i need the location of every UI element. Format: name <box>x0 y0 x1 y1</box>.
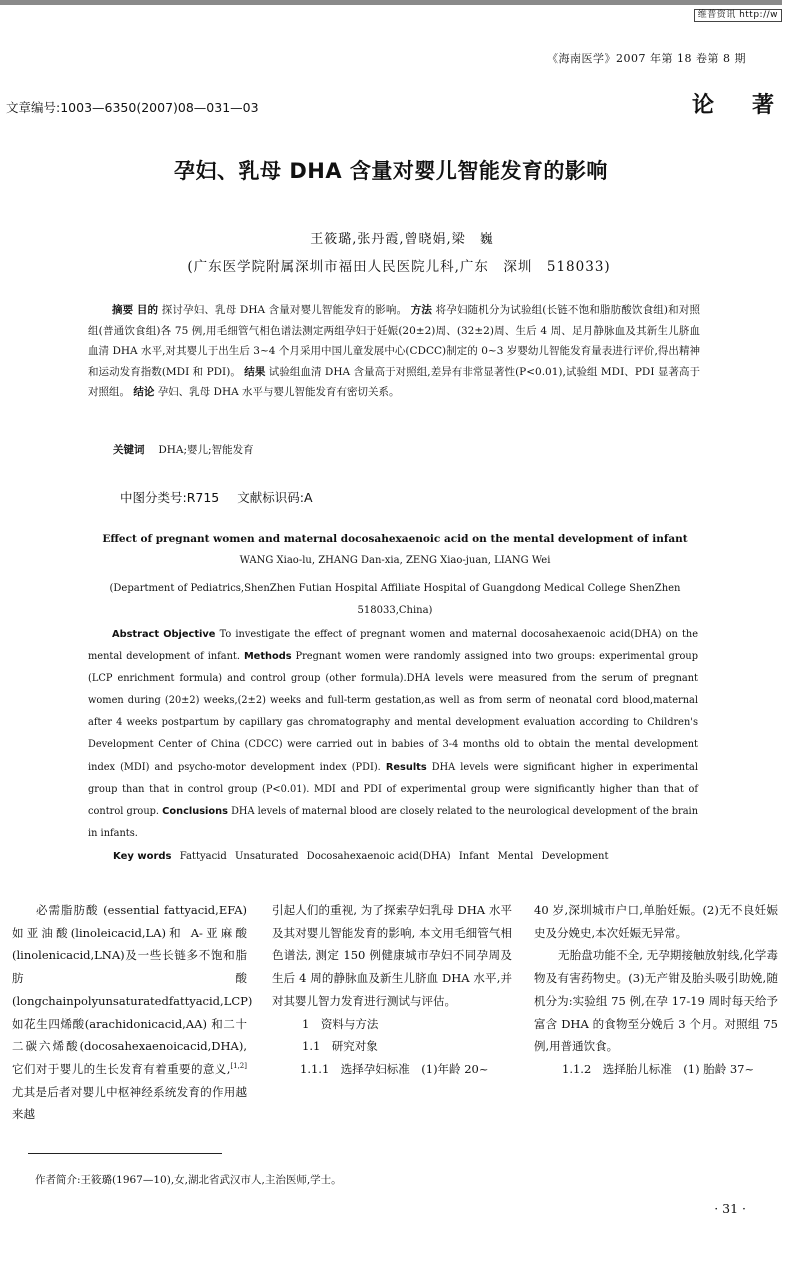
body-column-1 <box>12 899 253 1126</box>
section-heading: 1 资料与方法 <box>302 1016 379 1031</box>
footnote-divider <box>28 1153 222 1154</box>
journal-header: 《海南医学》2007 年第 18 卷第 8 期 <box>547 52 746 65</box>
abstract-en-label: Abstract <box>112 629 160 640</box>
keywords-chinese <box>113 442 254 457</box>
conclusion-en-text: DHA levels of maternal blood are closely related to the neurological development of the brain in infants. <box>88 805 698 839</box>
body-column-2 <box>272 899 512 1081</box>
objective-label: 目的 <box>136 304 159 316</box>
conclusion-label: 结论 <box>133 386 155 399</box>
clc-number: 中图分类号:R715 <box>120 490 220 505</box>
citation-ref: [1,2] <box>230 1062 247 1071</box>
authors-chinese: 王筱璐,张丹霞,曾晓娟,梁 巍 <box>310 232 494 247</box>
objective-text: 探讨孕妇、乳母 DHA 含量对婴儿智能发育的影响。 <box>161 304 408 316</box>
methods-text: 将孕妇随机分为试验组(长链不饱和脂肪酸饮食组)和对照组(普通饮食组)各 75 例,用毛细管气相色谱法测定两组孕妇于妊娠(20±2)周、(32±2)周、生后 4 周、足月静脉血及其新生儿脐血血清 DHA 水平,对其婴儿于出生后 3~4 个月采用中国儿童发展中心(CDCC)制定的 0~3 岁婴幼儿智能发育量表进行评价,得出精神和运动发育指数(MDI 和 PDI)。 <box>88 304 701 378</box>
article-number: 文章编号:1003—6350(2007)08—031—03 <box>6 100 259 115</box>
subsubsection-heading: 1.1.1 选择孕妇标准 (1)年龄 20~ <box>300 1061 489 1076</box>
title-chinese: 孕妇、乳母 DHA 含量对婴儿智能发育的影响 <box>174 159 608 183</box>
conclusion-text: 孕妇、乳母 DHA 水平与婴儿智能发育有密切关系。 <box>157 386 400 399</box>
abstract-english <box>88 624 698 845</box>
keywords-en-label: Key words <box>113 851 172 862</box>
authors-english: WANG Xiao-lu, ZHANG Dan-xia, ZENG Xiao-juan, LIANG Wei <box>239 555 551 566</box>
keyword-term: Fattyacid <box>179 851 227 862</box>
keyword-term: Mental <box>497 851 534 862</box>
conclusion-en-label: Conclusions <box>162 805 228 817</box>
keyword-term: Docosahexaenoic acid(DHA) <box>306 851 451 862</box>
affiliation-chinese: (广东医学院附属深圳市福田人民医院儿科,广东 深圳 518033) <box>187 259 611 275</box>
body-paragraph: 40 岁,深圳城市户口,单胎妊娠。(2)无不良妊娠史及分娩史,本次妊娠无异常。 <box>534 903 778 940</box>
author-footnote: 作者简介:王筱璐(1967—10),女,湖北省武汉市人,主治医师,学士。 <box>35 1174 342 1186</box>
body-paragraph: 引起人们的重视, 为了探索孕妇乳母 DHA 水平及其对婴儿智能发育的影响, 本文用毛细管气相色谱法, 测定 150 例健康城市孕妇不同孕周及生后 4 周的静脉血及新生儿脐血 DHA 水平,并对其婴儿智力发育进行测试与评估。 <box>272 903 512 1008</box>
keyword-term: Infant <box>458 851 490 862</box>
objective-en-text: To investigate the effect of pregnant women and maternal docosahexaenoic acid(DHA) on the mental development of infant. <box>88 629 698 663</box>
subsection-heading: 1.1 研究对象 <box>302 1039 378 1054</box>
watermark-stamp: 维普资讯 http://w <box>694 9 782 22</box>
methods-label: 方法 <box>410 304 433 316</box>
keyword-term: Development <box>541 851 609 862</box>
keywords-text: DHA;婴儿;智能发育 <box>158 444 254 456</box>
keyword-term: Unsaturated <box>234 851 299 862</box>
methods-en-text: Pregnant women were randomly assigned into two groups: experimental group (LCP enrichment formula) and control group (other formula).DHA levels were measured from the serum of pregnant women during (20±2) weeks,(2±2) weeks and full-term gestation,as well as from serm of neonatal cord blood,maternal after 4 weeks postpartum by capillary gas chromatography and mental development evaluation according to Children's Development Center of China (CDCC) were carried out in babies of 3-4 months old to obtain the mental development index (MDI) and psycho-motor development index (PDI). <box>88 651 698 773</box>
body-paragraph: 无胎盘功能不全, 无孕期接触放射线,化学毒物及有害药物史。(3)无产钳及胎头吸引助娩,随机分为:实验组 75 例,在孕 17-19 周时每天给予富含 DHA 的食物至分娩后 3 个月。对照组 75 例,用普通饮食。 <box>534 948 778 1054</box>
results-label: 结果 <box>244 365 266 378</box>
results-en-label: Results <box>385 761 427 773</box>
title-english: Effect of pregnant women and maternal docosahexaenoic acid on the mental development of infant <box>102 533 688 545</box>
methods-en-label: Methods <box>243 651 292 663</box>
top-border <box>0 0 782 5</box>
document-code: 文献标识码:A <box>237 490 313 505</box>
results-text: 试验组血清 DHA 含量高于对照组,差异有非常显著性(P<0.01),试验组 MDI、PDI 显著高于对照组。 <box>88 365 700 399</box>
keywords-label: 关键词 <box>113 444 145 456</box>
results-en-text: DHA levels were significant higher in experimental group than that in control group (P<0.01). MDI and PDI of experimental group were significantly higher than that of control group. <box>88 761 698 817</box>
classification-line <box>120 488 313 506</box>
abstract-label: 摘要 <box>112 304 134 316</box>
body-paragraph: 必需脂肪酸 (essential fattyacid,EFA)如亚油酸(linoleicacid,LA)和 A-亚麻酸(linolenicacid,LNA)及一些长链多不饱和脂肪酸(longchainpolyunsaturatedfattyacid,LCP)如花生四烯酸(arachidonicacid,AA) 和二十二碳六烯酸(docosahexaenoicacid,DHA),它们对于婴儿的生长发育有着重要的意义,[1,2] 尤其是后者对婴儿中枢神经系统发育的作用越来越 <box>12 903 253 1122</box>
page-number: · 31 · <box>714 1201 746 1216</box>
abstract-chinese <box>88 300 700 403</box>
objective-en-label: Objective <box>163 629 216 640</box>
affiliation-english: (Department of Pediatrics,ShenZhen Futian Hospital Affiliate Hospital of Guangdong Medical College ShenZhen 518033,China) <box>109 583 681 616</box>
subsubsection-heading: 1.1.2 选择胎儿标准 (1) 胎龄 37~ <box>562 1061 755 1076</box>
section-label: 论著 <box>691 93 812 118</box>
body-column-3 <box>534 899 778 1081</box>
keywords-english <box>113 851 609 862</box>
